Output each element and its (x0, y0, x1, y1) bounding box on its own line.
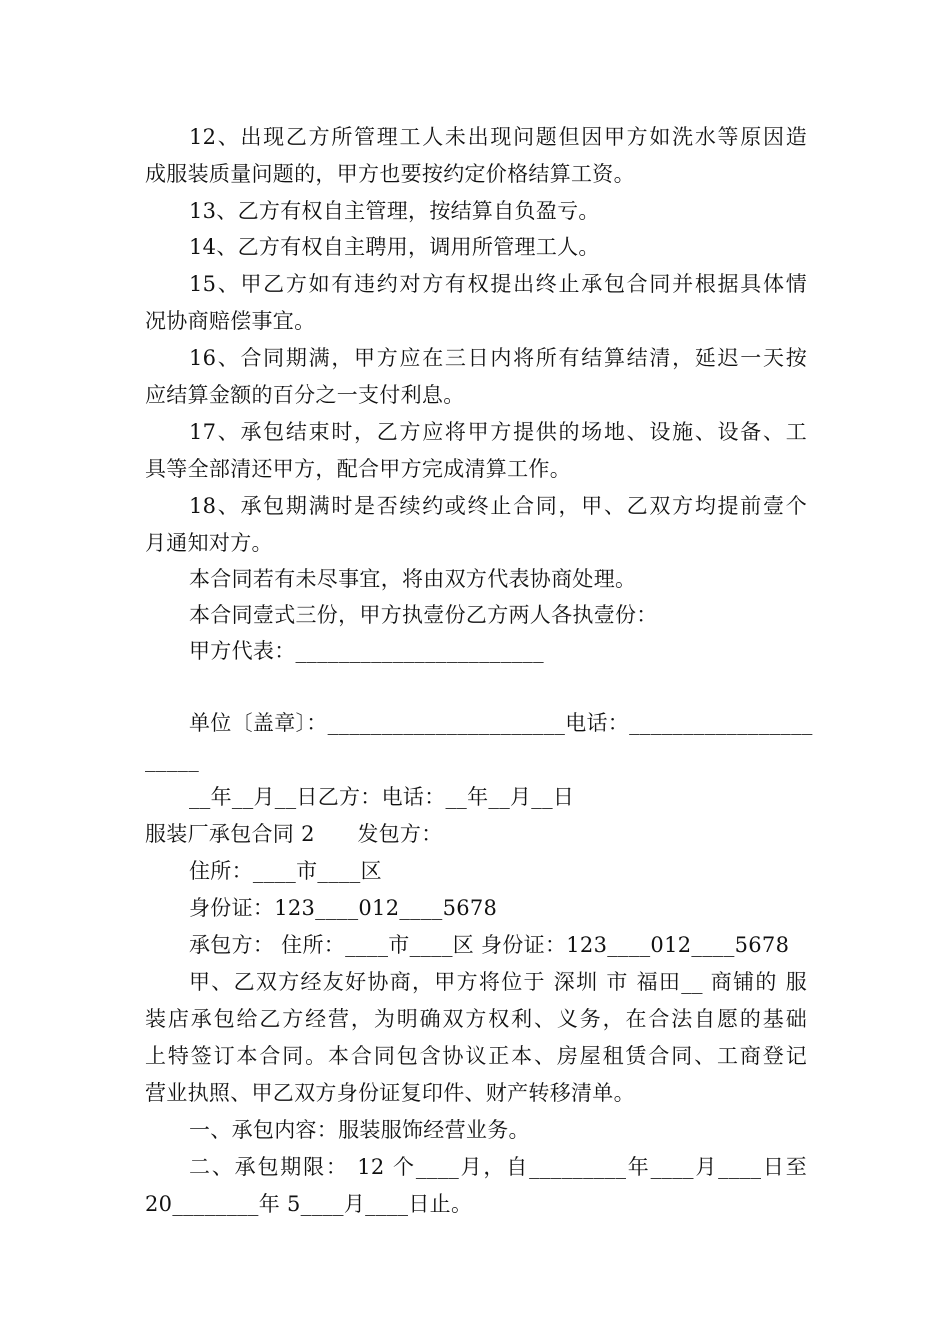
clause-15-line-1: 15、甲乙方如有违约对方有权提出终止承包合同并根据具体情 (189, 272, 807, 296)
clause-18-line-1: 18、承包期满时是否续约或终止合同，甲、乙双方均提前壹个 (189, 494, 807, 518)
intro-line-3: 上特签订本合同。本合同包含协议正本、房屋租赁合同、工商登记 (145, 1044, 807, 1068)
party-a-representative: 甲方代表：_______________________ (189, 639, 544, 663)
section-2-term-line-2: 20________年 5____月____日止。 (145, 1192, 473, 1216)
clause-13: 13、乙方有权自主管理，按结算自负盈亏。 (189, 199, 600, 223)
intro-line-1: 甲、乙双方经友好协商，甲方将位于 深圳 市 福田__ 商铺的 服 (189, 970, 807, 994)
phone-continuation: _____ (145, 748, 199, 772)
unresolved-matters: 本合同若有未尽事宜，将由双方代表协商处理。 (189, 567, 637, 591)
intro-line-4: 营业执照、甲乙双方身份证复印件、财产转移清单。 (145, 1081, 635, 1105)
contractor-line: 承包方： 住所：____市____区 身份证：123____012____5678 (189, 933, 790, 957)
clause-17-line-2: 具等全部清还甲方，配合甲方完成清算工作。 (145, 457, 571, 481)
clause-12-line-2: 成服装质量问题的，甲方也要按约定价格结算工资。 (145, 162, 635, 186)
clause-14: 14、乙方有权自主聘用，调用所管理工人。 (189, 235, 600, 259)
clause-18-line-2: 月通知对方。 (145, 531, 273, 555)
id-card-line: 身份证：123____012____5678 (189, 896, 498, 920)
clause-15-line-2: 况协商赔偿事宜。 (145, 309, 316, 333)
clause-12-line-1: 12、出现乙方所管理工人未出现问题但因甲方如洗水等原因造 (189, 125, 807, 149)
section-1-content: 一、承包内容：服装服饰经营业务。 (189, 1118, 530, 1142)
intro-line-2: 装店承包给乙方经营，为明确双方权利、义务，在合法自愿的基础 (145, 1007, 807, 1031)
clause-16-line-2: 应结算金额的百分之一支付利息。 (145, 383, 465, 407)
clause-17-line-1: 17、承包结束时，乙方应将甲方提供的场地、设施、设备、工 (189, 420, 807, 444)
contract-2-title: 服装厂承包合同 2 发包方： (145, 822, 443, 846)
clause-16-line-1: 16、合同期满，甲方应在三日内将所有结算结清，延迟一天按 (189, 346, 807, 370)
copies-statement: 本合同壹式三份，甲方执壹份乙方两人各执壹份： (189, 603, 658, 627)
address-line: 住所：____市____区 (189, 859, 382, 883)
section-2-term-line-1: 二、承包期限： 12 个____月，自_________年____月____日至 (189, 1155, 807, 1179)
date-line: __年__月__日乙方：电话：__年__月__日 (189, 785, 575, 809)
unit-seal-phone: 单位〔盖章〕：______________________电话：_________________ (189, 711, 813, 735)
